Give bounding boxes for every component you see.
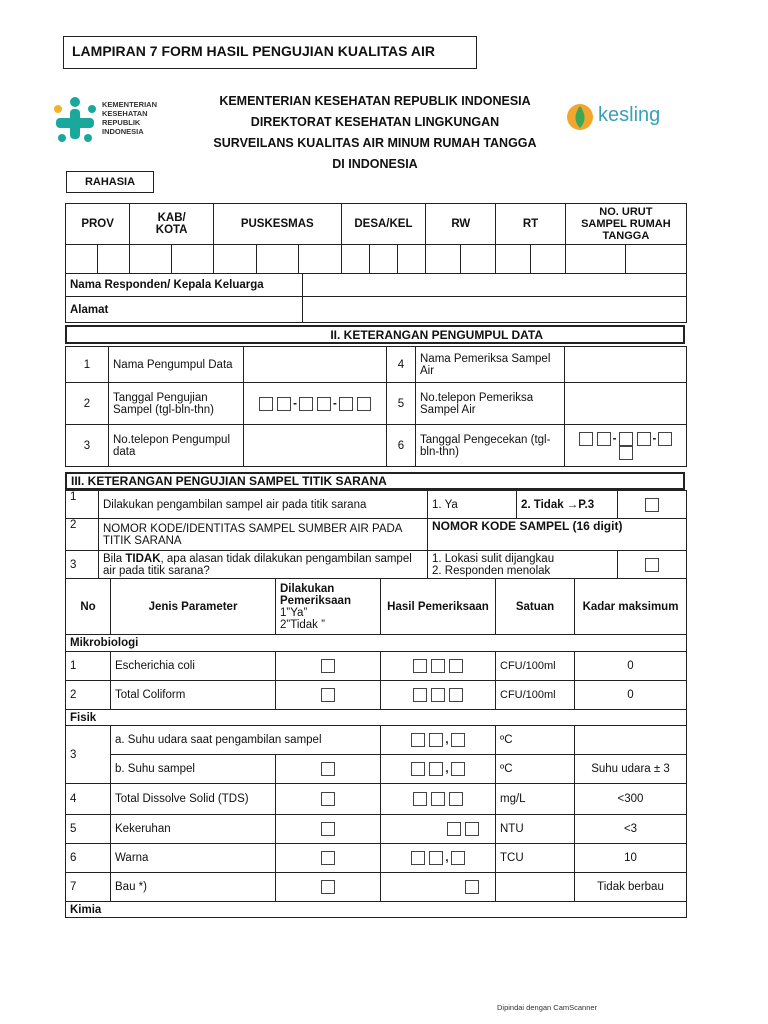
collector-name-field[interactable] xyxy=(244,347,387,383)
max-level: 0 xyxy=(575,681,687,710)
option-yes[interactable]: 1. Ya xyxy=(428,491,517,519)
id-box[interactable] xyxy=(626,245,687,274)
col-parameter: Jenis Parameter xyxy=(111,579,276,635)
max-level: Tidak berbau xyxy=(575,873,687,902)
sampling-answer-box[interactable] xyxy=(618,491,687,519)
row-number: 1 xyxy=(66,652,111,681)
result-boxes[interactable] xyxy=(381,815,496,844)
table-row xyxy=(66,844,687,873)
desa-header: DESA/KEL xyxy=(341,204,426,245)
table-row xyxy=(66,681,687,710)
id-box[interactable] xyxy=(172,245,214,274)
rw-header: RW xyxy=(426,204,496,245)
prov-header: PROV xyxy=(66,204,130,245)
reason-question: Bila TIDAK, apa alasan tidak dilakukan pengambilan sampel air pada titik sarana? xyxy=(99,551,428,579)
respondent-name-label: Nama Responden/ Kepala Keluarga xyxy=(66,274,303,297)
parameter-name: Total Coliform xyxy=(111,681,276,710)
table-row xyxy=(66,726,687,755)
id-box[interactable] xyxy=(130,245,172,274)
category-chemical: Kimia xyxy=(66,902,687,918)
result-boxes[interactable]: , xyxy=(381,844,496,873)
unit: TCU xyxy=(496,844,575,873)
header-line-4: DI INDONESIA xyxy=(332,157,418,171)
option-no[interactable]: 2. Tidak →P.3 xyxy=(517,491,618,519)
id-box[interactable] xyxy=(66,245,98,274)
parameter-name: a. Suhu udara saat pengambilan sampel xyxy=(111,726,381,755)
ministry-header xyxy=(180,91,570,175)
result-boxes[interactable] xyxy=(381,681,496,710)
result-boxes[interactable]: , xyxy=(381,755,496,784)
result-boxes[interactable] xyxy=(381,784,496,815)
respondent-table xyxy=(65,273,687,323)
unit: NTU xyxy=(496,815,575,844)
header-line-2: DIREKTORAT KESEHATAN LINGKUNGAN xyxy=(250,115,500,129)
logo-line: KEMENTERIAN xyxy=(102,100,158,109)
examiner-phone-label: No.telepon Pemeriksa Sampel Air xyxy=(416,383,565,425)
id-box[interactable] xyxy=(256,245,298,274)
row-number: 7 xyxy=(66,873,111,902)
sampling-question: Dilakukan pengambilan sampel air pada titik sarana xyxy=(99,491,428,519)
max-level: <3 xyxy=(575,815,687,844)
sampling-table xyxy=(65,490,687,579)
row-number: 3 xyxy=(66,425,109,467)
max-level xyxy=(575,726,687,755)
id-box[interactable] xyxy=(299,245,342,274)
check-date-label: Tanggal Pengecekan (tgl-bln-thn) xyxy=(416,425,565,467)
row-number: 5 xyxy=(66,815,111,844)
row-number: 2 xyxy=(66,681,111,710)
kesling-logo xyxy=(565,100,685,132)
col-result: Hasil Pemeriksaan xyxy=(381,579,496,635)
id-box[interactable] xyxy=(426,245,461,274)
kab-header: KAB/ KOTA xyxy=(130,204,214,245)
reason-answer-box[interactable] xyxy=(618,551,687,579)
col-no: No xyxy=(66,579,111,635)
logo-line: KESEHATAN xyxy=(102,109,148,118)
parameter-name: Warna xyxy=(111,844,276,873)
row-number: 1 xyxy=(66,491,99,519)
parameter-name: Bau *) xyxy=(111,873,276,902)
sample-code-field[interactable]: NOMOR KODE SAMPEL (16 digit) xyxy=(428,519,687,551)
unit: ºC xyxy=(496,755,575,784)
table-row xyxy=(66,873,687,902)
unit: ºC xyxy=(496,726,575,755)
parameters-table xyxy=(65,578,687,918)
id-box[interactable] xyxy=(369,245,397,274)
collector-name-label: Nama Pengumpul Data xyxy=(109,347,244,383)
id-box[interactable] xyxy=(98,245,130,274)
unit: mg/L xyxy=(496,784,575,815)
parameter-name: b. Suhu sampel xyxy=(111,755,276,784)
row-number: 3 xyxy=(66,551,99,579)
unit xyxy=(496,873,575,902)
id-box[interactable] xyxy=(341,245,369,274)
scanner-footer: Dipindai dengan CamScanner xyxy=(497,1003,598,1012)
parameter-name: Kekeruhan xyxy=(111,815,276,844)
performed-box[interactable] xyxy=(276,755,381,784)
logo-line: INDONESIA xyxy=(102,127,144,136)
examiner-name-field[interactable] xyxy=(565,347,687,383)
address-field[interactable] xyxy=(303,297,687,323)
result-boxes[interactable] xyxy=(381,652,496,681)
test-date-label: Tanggal Pengujian Sampel (tgl-bln-thn) xyxy=(109,383,244,425)
examiner-phone-field[interactable] xyxy=(565,383,687,425)
table-row xyxy=(66,755,687,784)
logo-line: REPUBLIK xyxy=(102,118,141,127)
table-row xyxy=(66,652,687,681)
row-number: 6 xyxy=(66,844,111,873)
respondent-name-field[interactable] xyxy=(303,274,687,297)
puskesmas-header: PUSKESMAS xyxy=(214,204,341,245)
form-title: LAMPIRAN 7 FORM HASIL PENGUJIAN KUALITAS AIR xyxy=(63,36,477,69)
id-box[interactable] xyxy=(461,245,496,274)
rt-header: RT xyxy=(496,204,566,245)
collector-phone-label: No.telepon Pengumpul data xyxy=(109,425,244,467)
unit: CFU/100ml xyxy=(496,681,575,710)
max-level: Suhu udara ± 3 xyxy=(575,755,687,784)
row-number: 2 xyxy=(66,383,109,425)
result-boxes[interactable]: , xyxy=(381,726,496,755)
category-physical: Fisik xyxy=(66,710,687,726)
unit: CFU/100ml xyxy=(496,652,575,681)
section-2-title: II. KETERANGAN PENGUMPUL DATA xyxy=(65,325,685,344)
result-boxes[interactable] xyxy=(381,873,496,902)
kesling-logo-icon xyxy=(565,102,595,132)
id-box[interactable] xyxy=(565,245,626,274)
row-number: 1 xyxy=(66,347,109,383)
category-microbiology: Mikrobiologi xyxy=(66,635,687,652)
row-number: 4 xyxy=(66,784,111,815)
parameter-name: Total Dissolve Solid (TDS) xyxy=(111,784,276,815)
table-row xyxy=(66,815,687,844)
collector-phone-field[interactable] xyxy=(244,425,387,467)
section-3-title: III. KETERANGAN PENGUJIAN SAMPEL TITIK SARANA xyxy=(65,472,685,490)
max-level: 0 xyxy=(575,652,687,681)
id-box[interactable] xyxy=(531,245,566,274)
kemenkes-logo xyxy=(50,94,160,148)
col-unit: Satuan xyxy=(496,579,575,635)
max-level: 10 xyxy=(575,844,687,873)
rahasia-label: RAHASIA xyxy=(66,171,154,193)
collector-table xyxy=(65,346,687,467)
test-date-field[interactable]: - - xyxy=(244,383,387,425)
kemenkes-logo-icon xyxy=(50,94,100,148)
header-line-1: KEMENTERIAN KESEHATAN REPUBLIK INDONESIA xyxy=(219,94,531,108)
performed-box[interactable] xyxy=(276,784,381,815)
row-number: 2 xyxy=(66,519,99,551)
row-number: 6 xyxy=(387,425,416,467)
performed-box[interactable] xyxy=(276,844,381,873)
header-line-3: SURVEILANS KUALITAS AIR MINUM RUMAH TANGGA xyxy=(213,136,537,150)
col-max-level: Kadar maksimum xyxy=(575,579,687,635)
row-number: 3 xyxy=(66,726,111,784)
address-label: Alamat xyxy=(66,297,303,323)
kesling-logo-text: kesling xyxy=(598,104,661,126)
performed-box[interactable] xyxy=(276,815,381,844)
col-performed: Dilakukan Pemeriksaan 1”Ya” 2”Tidak ” xyxy=(276,579,381,635)
check-date-field[interactable]: - - xyxy=(565,425,687,467)
performed-box[interactable] xyxy=(276,681,381,710)
sample-code-label: NOMOR KODE/IDENTITAS SAMPEL SUMBER AIR PADA TITIK SARANA xyxy=(99,519,428,551)
row-number: 5 xyxy=(387,383,416,425)
examiner-name-label: Nama Pemeriksa Sampel Air xyxy=(416,347,565,383)
performed-box[interactable] xyxy=(276,873,381,902)
row-number: 4 xyxy=(387,347,416,383)
id-box[interactable] xyxy=(496,245,531,274)
parameter-name: Escherichia coli xyxy=(111,652,276,681)
table-row xyxy=(66,784,687,815)
performed-box[interactable] xyxy=(276,652,381,681)
reason-options[interactable]: 1. Lokasi sulit dijangkau 2. Responden menolak xyxy=(428,551,618,579)
no-urut-header: NO. URUT SAMPEL RUMAH TANGGA xyxy=(565,204,686,245)
id-box[interactable] xyxy=(398,245,426,274)
id-table xyxy=(65,203,687,274)
id-box[interactable] xyxy=(214,245,256,274)
max-level: <300 xyxy=(575,784,687,815)
